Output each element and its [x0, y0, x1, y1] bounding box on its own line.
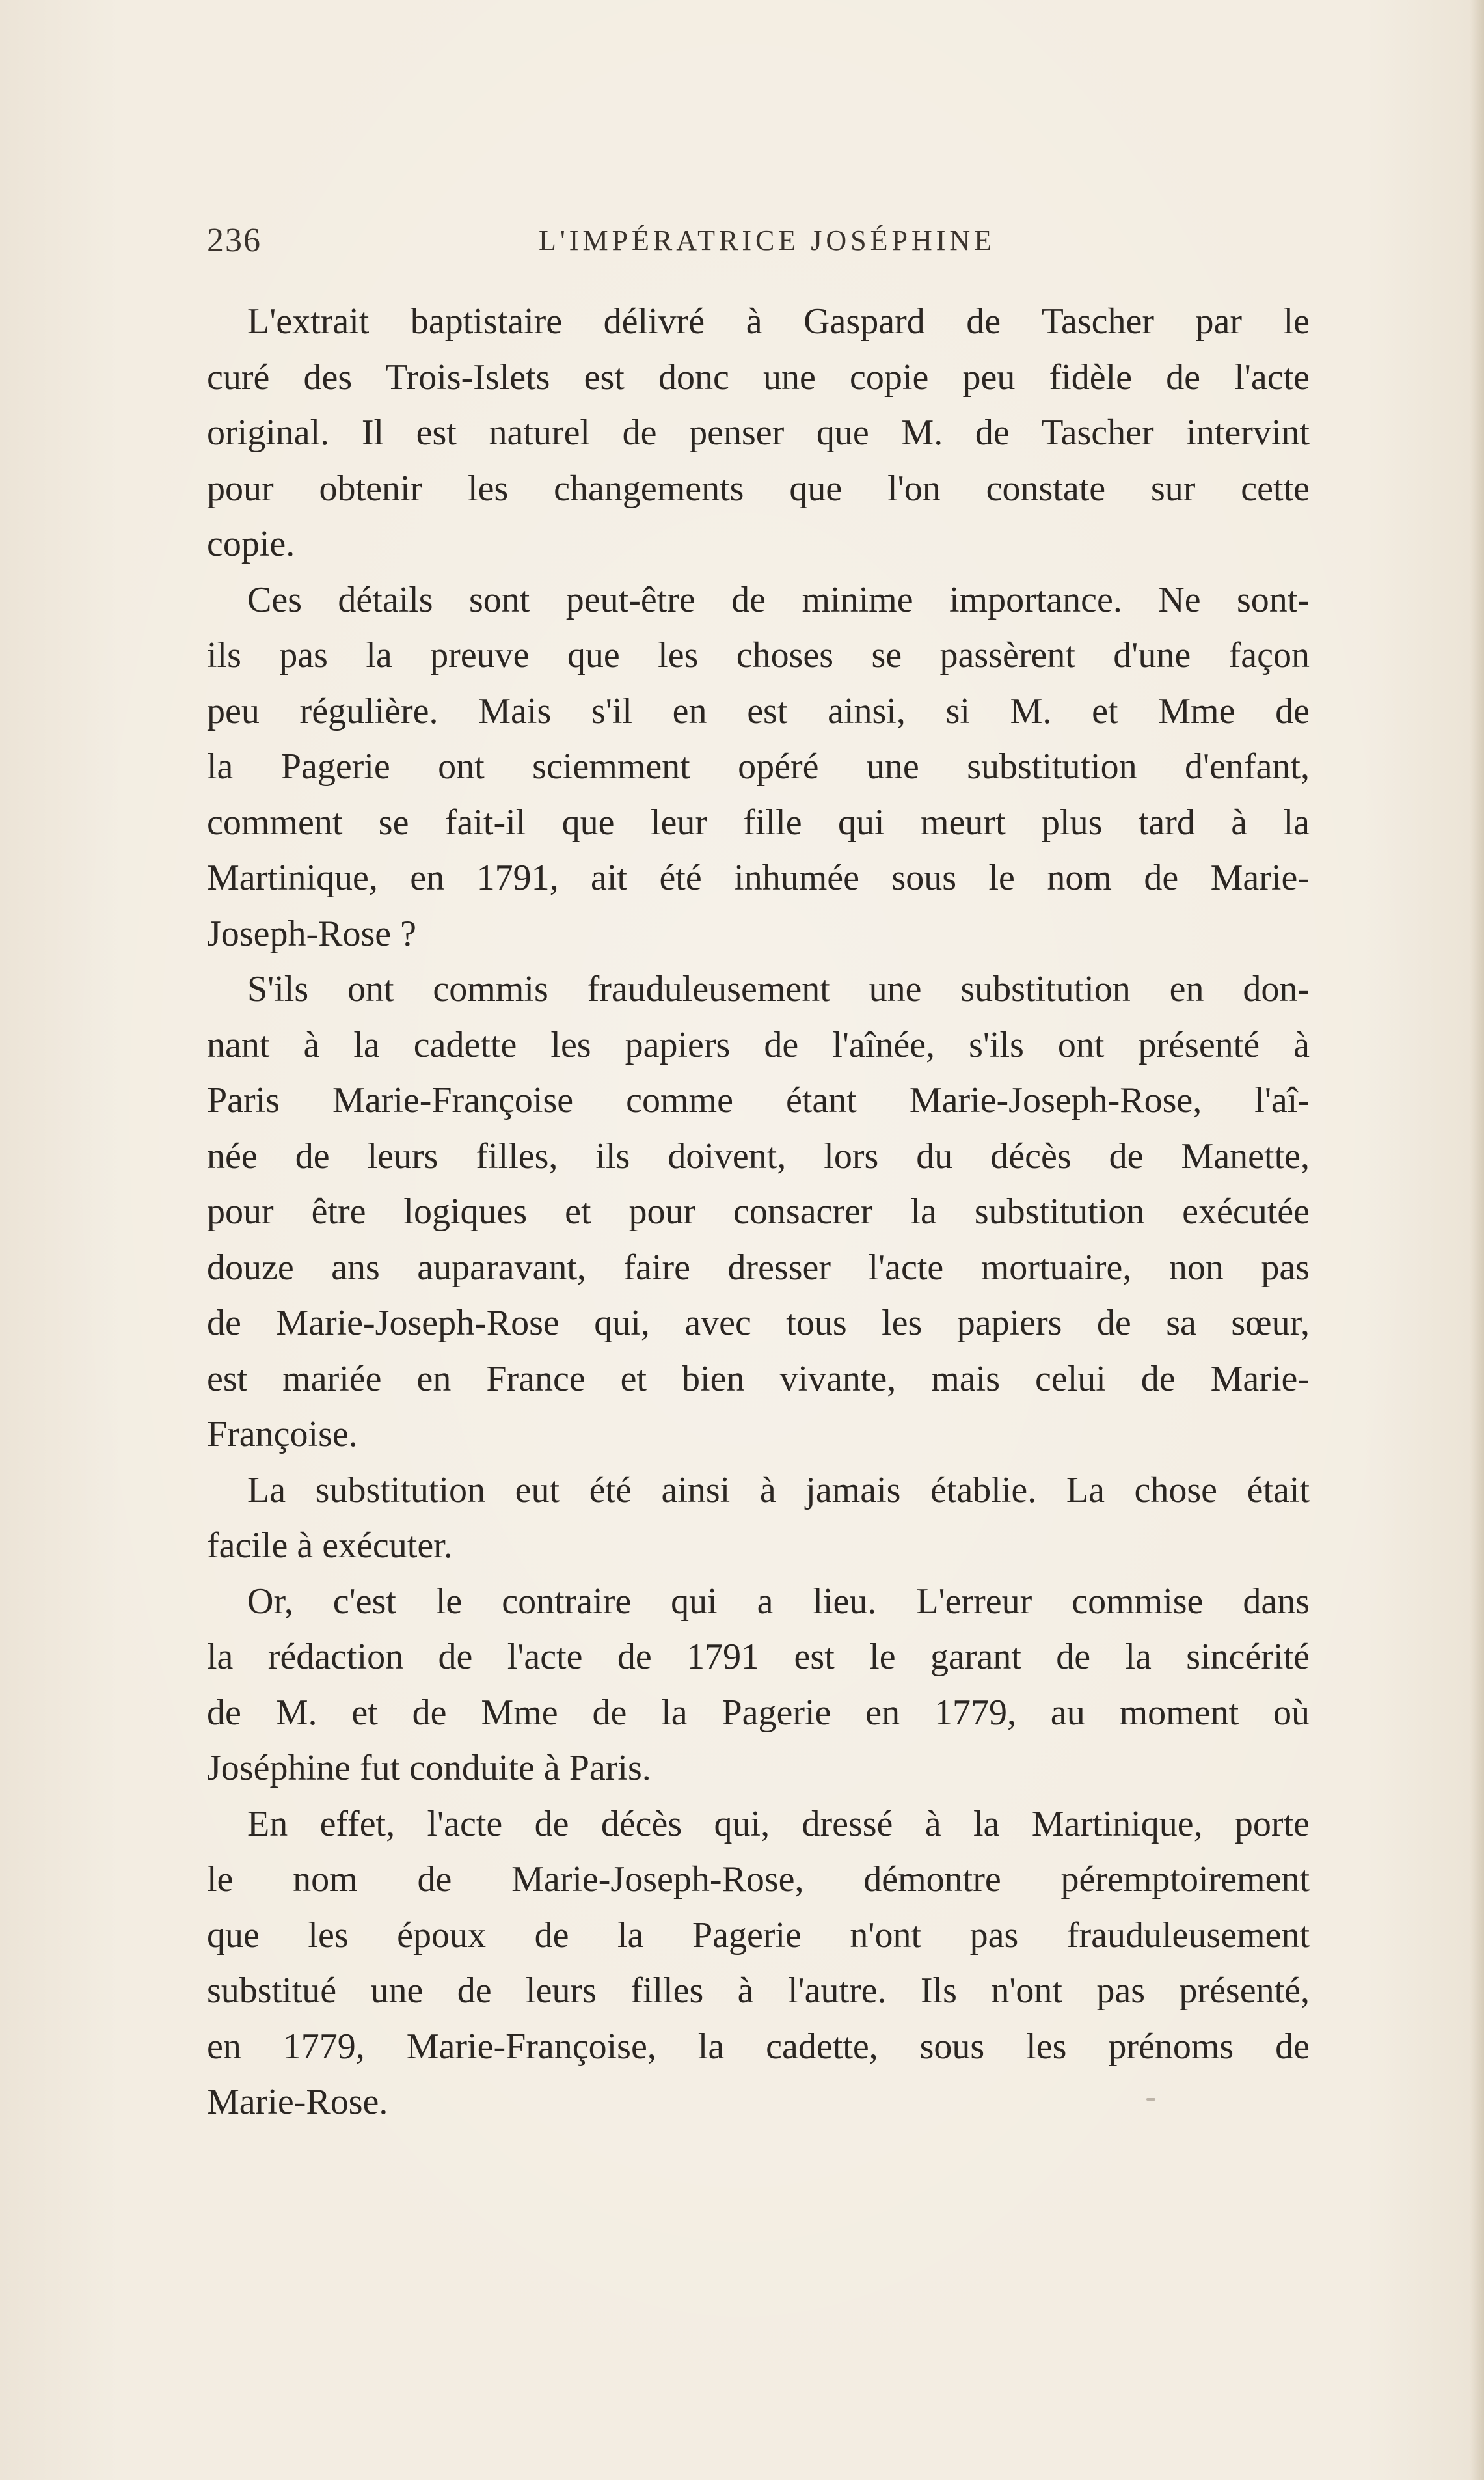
- text-line: de Marie-Joseph-Rose qui, avec tous les papiers de sa sœur,: [207, 1303, 1310, 1343]
- ink-speck: [1146, 2098, 1155, 2101]
- text-line: comment se fait-il que leur fille qui meurt plus tard à la: [207, 802, 1310, 843]
- page-header: [207, 221, 1326, 273]
- text-line: Martinique, en 1791, ait été inhumée sous le nom de Marie-: [207, 858, 1310, 898]
- paragraph: [207, 962, 1310, 1463]
- body-text: [207, 294, 1310, 2131]
- text-line: original. Il est naturel de penser que M. de Tascher intervint: [207, 413, 1310, 453]
- text-line: Paris Marie-Françoise comme étant Marie-Joseph-Rose, l'aî-: [207, 1080, 1310, 1121]
- paragraph: [207, 1797, 1310, 2131]
- text-line: copie.: [207, 524, 295, 564]
- text-line: le nom de Marie-Joseph-Rose, démontre péremptoirement: [207, 1859, 1310, 1900]
- text-line: La substitution eut été ainsi à jamais établie. La chose était: [247, 1469, 1310, 1510]
- text-line: pour être logiques et pour consacrer la substitution exécutée: [207, 1192, 1310, 1232]
- paragraph: [207, 1463, 1310, 1574]
- text-line: curé des Trois-Islets est donc une copie peu fidèle de l'acte: [207, 357, 1310, 398]
- text-line: L'extrait baptistaire délivré à Gaspard de Tascher par le: [247, 301, 1310, 342]
- text-line: facile à exécuter.: [207, 1525, 453, 1566]
- text-line: Marie-Rose.: [207, 2082, 388, 2122]
- running-title: L'IMPÉRATRICE JOSÉPHINE: [539, 225, 996, 256]
- text-line: peu régulière. Mais s'il en est ainsi, si M. et Mme de: [207, 690, 1310, 731]
- paragraph: [207, 573, 1310, 962]
- text-line: S'ils ont commis frauduleusement une substitution en don-: [247, 969, 1310, 1009]
- text-line: en 1779, Marie-Françoise, la cadette, sous les prénoms de: [207, 2026, 1310, 2067]
- page-number: 236: [207, 222, 262, 259]
- text-line: nant à la cadette les papiers de l'aînée, s'ils ont présenté à: [207, 1024, 1310, 1065]
- paragraph: [207, 1574, 1310, 1797]
- page-edge-shadow: [1470, 0, 1484, 2480]
- text-line: douze ans auparavant, faire dresser l'acte mortuaire, non pas: [207, 1247, 1310, 1288]
- paragraph: [207, 294, 1310, 573]
- text-line: Joséphine fut conduite à Paris.: [207, 1748, 651, 1788]
- text-line: substitué une de leurs filles à l'autre. Ils n'ont pas présenté,: [207, 1970, 1310, 2011]
- text-line: la rédaction de l'acte de 1791 est le garant de la sincérité: [207, 1637, 1310, 1677]
- text-line: ils pas la preuve que les choses se passèrent d'une façon: [207, 635, 1310, 675]
- text-line: est mariée en France et bien vivante, mais celui de Marie-: [207, 1358, 1310, 1399]
- text-line: née de leurs filles, ils doivent, lors du décès de Manette,: [207, 1136, 1310, 1177]
- text-line: la Pagerie ont sciemment opéré une substitution d'enfant,: [207, 746, 1310, 787]
- text-line: Or, c'est le contraire qui a lieu. L'erreur commise dans: [247, 1581, 1310, 1622]
- text-line: de M. et de Mme de la Pagerie en 1779, au moment où: [207, 1692, 1310, 1733]
- text-line: En effet, l'acte de décès qui, dressé à la Martinique, porte: [247, 1803, 1310, 1844]
- text-line: Joseph-Rose ?: [207, 913, 416, 954]
- text-line: Françoise.: [207, 1414, 358, 1454]
- text-line: que les époux de la Pagerie n'ont pas frauduleusement: [207, 1915, 1310, 1955]
- text-line: pour obtenir les changements que l'on constate sur cette: [207, 468, 1310, 509]
- text-line: Ces détails sont peut-être de minime importance. Ne sont-: [247, 579, 1310, 620]
